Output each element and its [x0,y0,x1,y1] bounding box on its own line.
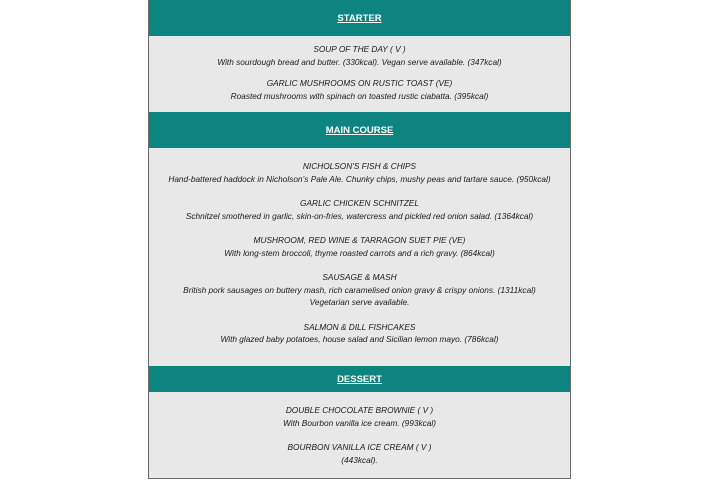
item-description-note: Vegetarian serve available. [309,297,410,307]
item-description: With glazed baby potatoes, house salad and Sicilian lemon mayo. (786kcal) [220,334,499,344]
menu-item [149,160,570,185]
item-description: With sourdough bread and butter. (330kcal). Vegan serve available. (347kcal) [217,56,502,67]
menu-item [149,321,570,346]
item-name: MUSHROOM, RED WINE & TARRAGON SUET PIE (VE) [253,235,466,245]
starter-section [149,36,570,112]
menu-item [149,404,570,429]
item-name: DOUBLE CHOCOLATE BROWNIE ( V ) [285,405,434,415]
item-name: NICHOLSON'S FISH & CHIPS [302,161,417,171]
menu-item [149,197,570,222]
dessert-header [149,366,570,392]
item-description: Hand-battered haddock in Nicholson’s Pale Ale. Chunky chips, mushy peas and tartare sauce. (950kcal) [168,173,551,184]
main-course-header [149,112,570,148]
item-name: SAUSAGE & MASH [322,272,397,282]
item-description: With long-stem broccoli, thyme roasted carrots and a rich gravy. (864kcal) [224,247,495,258]
item-name: SOUP OF THE DAY ( V ) [313,44,406,54]
main-course-section [149,148,570,366]
starter-heading: STARTER [337,12,382,24]
item-name: GARLIC CHICKEN SCHNITZEL [300,198,419,208]
dessert-section [149,392,570,466]
main-course-heading: MAIN COURSE [325,124,394,136]
item-description: British pork sausages on buttery mash, rich caramelised onion gravy & crispy onions. (1311kcal) [183,284,536,295]
item-name: GARLIC MUSHROOMS ON RUSTIC TOAST (VE) [266,78,453,88]
menu-item [149,441,570,466]
dessert-heading: DESSERT [337,373,382,385]
item-description: Schnitzel smothered in garlic, skin-on-fries, watercress and pickled red onion salad. (1364kcal) [185,210,534,221]
menu-item [149,234,570,259]
item-name: SALMON & DILL FISHCAKES [303,321,416,332]
menu-item [149,43,570,68]
item-description: With Bourbon vanilla ice cream. (993kcal) [282,417,437,428]
menu-item [149,77,570,102]
item-description: (443kcal). [341,454,378,465]
menu-page [148,0,571,479]
item-description: Roasted mushrooms with spinach on toasted rustic ciabatta. (395kcal) [230,90,489,101]
menu-item [149,271,570,309]
item-name: BOURBON VANILLA ICE CREAM ( V ) [287,442,432,452]
starter-header [149,0,570,36]
